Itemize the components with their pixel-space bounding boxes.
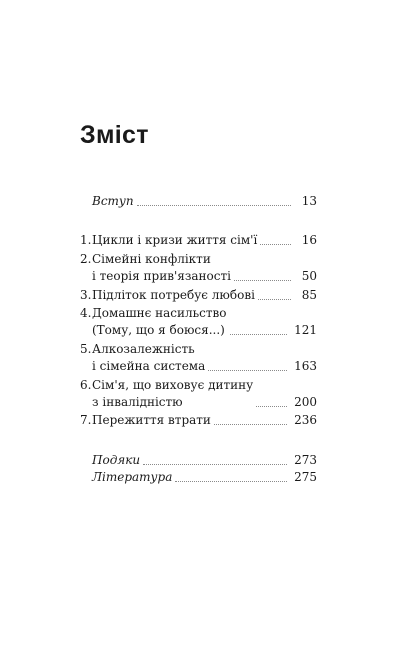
toc-page-number: 13 (301, 194, 317, 208)
toc-entry-title: Алкозалежність (92, 342, 195, 356)
dot-leader (230, 334, 287, 335)
toc-chapter-number: 4. (80, 306, 92, 320)
toc-chapter-number: 3. (80, 288, 92, 302)
dot-leader (208, 370, 287, 371)
toc-entry-title-continued: і теорія прив'язаності (92, 269, 231, 283)
toc-entry-title: Сімейні конфлікти (92, 252, 211, 266)
toc-entry-title: Пережиття втрати (92, 413, 211, 427)
toc-entry-title-continued: (Тому, що я боюся...) (92, 323, 225, 337)
dot-leader (260, 244, 291, 245)
toc-entry-chapter-2[interactable] (80, 251, 317, 285)
toc-entry-title: Сім'я, що виховує дитину (92, 378, 254, 392)
dot-leader (143, 464, 287, 465)
toc-chapter-number: 2. (80, 252, 92, 266)
toc-chapter-number: 5. (80, 342, 92, 356)
toc-entry-title: Література (92, 470, 173, 484)
toc-entry-bibliography[interactable] (80, 469, 317, 486)
dot-leader (234, 280, 291, 281)
toc-page-number: 50 (301, 269, 317, 283)
toc-entry-intro[interactable] (80, 193, 317, 210)
dot-leader (175, 481, 287, 482)
toc-page-number: 200 (294, 395, 317, 409)
dot-leader (256, 406, 287, 407)
toc-chapter-number: 7. (80, 413, 92, 427)
toc-entry-chapter-5[interactable] (80, 341, 317, 375)
dot-leader (137, 205, 291, 206)
toc-entry-title-continued: і сімейна система (92, 359, 206, 373)
toc-page-number: 163 (294, 359, 317, 373)
toc-entry-title: Домашнє насильство (92, 306, 227, 320)
page-title: Зміст (80, 121, 149, 149)
toc-entry-chapter-1[interactable] (80, 232, 317, 249)
toc-chapter-number: 1. (80, 233, 92, 247)
toc-entry-chapter-3[interactable] (80, 287, 317, 304)
toc-page-number: 236 (294, 413, 317, 427)
toc-entry-title: Подяки (92, 453, 141, 467)
dot-leader (258, 299, 291, 300)
toc-entry-title: Вступ (92, 194, 134, 208)
toc-page-number: 121 (294, 323, 317, 337)
toc-entry-acknowledgements[interactable] (80, 452, 317, 469)
toc-page-number: 85 (301, 288, 317, 302)
toc-page-number: 16 (301, 233, 317, 247)
toc-page-number: 275 (294, 470, 317, 484)
toc-entry-title-continued: з інвалідністю (92, 395, 183, 409)
toc-entry-chapter-7[interactable] (80, 412, 317, 429)
toc-entry-title: Підліток потребує любові (92, 288, 255, 302)
toc-chapter-number: 6. (80, 378, 92, 392)
toc-entry-chapter-4[interactable] (80, 305, 317, 339)
dot-leader (214, 424, 287, 425)
toc-page-number: 273 (294, 453, 317, 467)
toc-entry-chapter-6[interactable] (80, 377, 317, 411)
toc-entry-title: Цикли і кризи життя сім'ї (92, 233, 258, 247)
